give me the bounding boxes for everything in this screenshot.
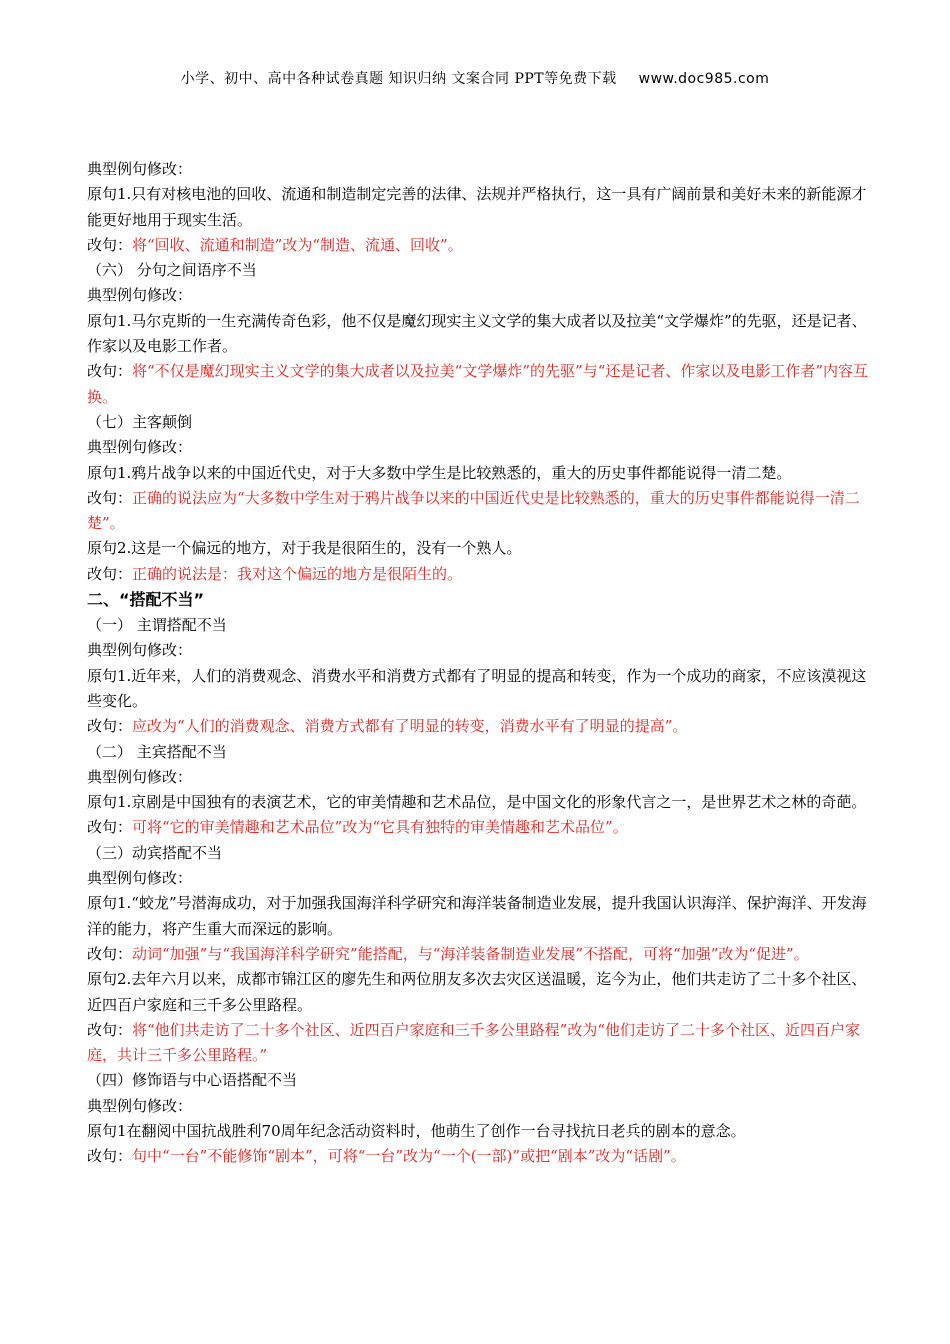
text-line: 原句1.马尔克斯的一生充满传奇色彩，他不仅是魔幻现实主义文学的集大成者以及拉美“文学爆炸”的先驱，还是记者、作家以及电影工作者。 (87, 311, 867, 356)
revised-text: 正确的说法应为“大多数中学生对于鸦片战争以来的中国近代史是比较熟悉的，重大的历史事件都能说得一清二楚”。 (87, 488, 860, 533)
text-line: （七）主客颠倒 (87, 412, 193, 431)
text-line: 典型例句修改： (87, 869, 193, 888)
text-line: 原句2.这是一个偏远的地方，对于我是很陌生的，没有一个熟人。 (87, 539, 522, 558)
revised-sentence (87, 942, 877, 967)
revised-label: 改句： (87, 564, 133, 583)
revised-text: 可将“它的审美情趣和艺术品位”改为“它具有独特的审美情趣和艺术品位”。 (132, 818, 628, 837)
text-line: 典型例句修改： (87, 160, 193, 178)
revised-text: 动词“加强”与“我国海洋科学研究”能搭配，与“海洋装备制造业发展”不搭配，可将“加强”改为“促进”。 (132, 944, 809, 963)
revised-sentence (87, 486, 877, 537)
revised-sentence (87, 233, 877, 258)
revised-text: 应改为“人们的消费观念、消费方式都有了明显的转变，消费水平有了明显的提高”。 (132, 717, 688, 736)
revised-sentence (87, 1144, 877, 1169)
text-line: （三）动宾搭配不当 (87, 843, 223, 862)
revised-sentence (87, 714, 877, 739)
text-line: 典型例句修改： (87, 767, 193, 786)
text-line: 原句1.京剧是中国独有的表演艺术，它的审美情趣和艺术品位，是中国文化的形象代言之一，是世界艺术之林的奇葩。 (87, 793, 867, 812)
revised-sentence (87, 359, 877, 410)
text-line: 典型例句修改： (87, 1096, 193, 1115)
text-line: 典型例句修改： (87, 641, 193, 660)
revised-text: 正确的说法是：我对这个偏远的地方是很陌生的。 (132, 564, 463, 583)
text-line: 原句1.近年来，人们的消费观念、消费水平和消费方式都有了明显的提高和转变，作为一个成功的商家，不应该漠视这些变化。 (87, 666, 867, 710)
header-url[interactable]: www.doc985.com (638, 71, 770, 87)
section-heading: 二、“搭配不当” (87, 590, 205, 610)
revised-label: 改句： (87, 488, 133, 507)
revised-label: 改句： (87, 362, 133, 381)
header-text: 小学、初中、高中各种试卷真题 知识归纳 文案合同 PPT等免费下载 (180, 71, 617, 87)
revised-text: 句中“一台”不能修饰“剧本”，可将“一台”改为“一个(一部)”或把“剧本”改为“话剧”。 (132, 1147, 686, 1166)
text-line: 典型例句修改： (87, 438, 193, 457)
revised-label: 改句： (87, 1020, 133, 1039)
text-line: （二） 主宾搭配不当 (87, 742, 227, 761)
text-line: 原句1.“蛟龙”号潜海成功，对于加强我国海洋科学研究和海洋装备制造业发展，提升我国认识海洋、保护海洋、开发海洋的能力，将产生重大而深远的影响。 (87, 894, 867, 938)
text-line: （一） 主谓搭配不当 (87, 616, 227, 635)
revised-text: 将“不仅是魔幻现实主义文学的集大成者以及拉美“文学爆炸”的先驱”与“还是记者、作家以及电影工作者”内容互换。 (87, 362, 869, 406)
revised-label: 改句： (87, 818, 133, 837)
text-line: 原句1.只有对核电池的回收、流通和制造制定完善的法律、法规并严格执行，这一具有广阔前景和美好未来的新能源才能更好地用于现实生活。 (87, 185, 867, 229)
revised-sentence (87, 1018, 877, 1069)
revised-text: 将“他们共走访了二十多个社区、近四百户家庭和三千多公里路程”改为“他们走访了二十多个社区、近四百户家庭，共计三千多公里路程。” (87, 1020, 861, 1065)
text-line: （四）修饰语与中心语搭配不当 (87, 1071, 298, 1090)
document-body (87, 157, 877, 1170)
text-line: 原句1.鸦片战争以来的中国近代史，对于大多数中学生是比较熟悉的，重大的历史事件都能说得一清二楚。 (87, 463, 792, 482)
revised-label: 改句： (87, 235, 133, 254)
text-line: （六） 分句之间语序不当 (87, 261, 257, 280)
text-line: 原句2.去年六月以来，成都市锦江区的廖先生和两位朋友多次去灾区送温暖，迄今为止，他们共走访了二十多个社区、近四百户家庭和三千多公里路程。 (87, 970, 867, 1014)
revised-label: 改句： (87, 1147, 133, 1166)
revised-sentence (87, 562, 877, 587)
revised-label: 改句： (87, 944, 133, 963)
revised-text: 将“回收、流通和制造”改为“制造、流通、回收”。 (132, 235, 463, 254)
text-line: 典型例句修改： (87, 286, 193, 305)
revised-sentence (87, 815, 877, 840)
revised-label: 改句： (87, 717, 133, 736)
text-line: 原句1在翻阅中国抗战胜利70周年纪念活动资料时，他萌生了创作一台寻找抗日老兵的剧本的意念。 (87, 1121, 746, 1140)
page-header (0, 68, 950, 88)
